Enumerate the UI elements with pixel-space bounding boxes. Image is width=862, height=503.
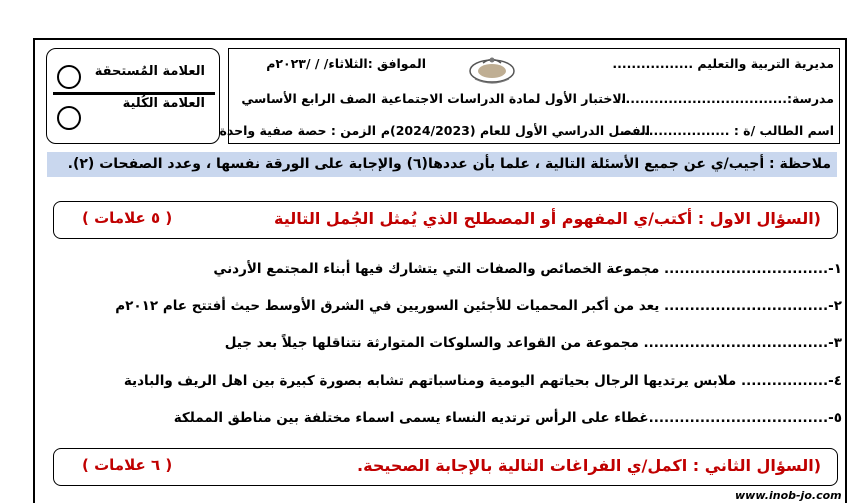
school-field: مدرسة:....................................: [616, 91, 834, 106]
exam-date-field: الموافق :الثلاثاء/ / /٢٠٢٣م: [266, 56, 426, 71]
question2-title: (السؤال الثاني : اكمل/ي الفراغات التالية بالإجابة الصحيحة.: [357, 456, 821, 475]
exam-title: الاختبار الأول لمادة الدراسات الاجتماعية: [380, 91, 626, 106]
earned-score-circle: [57, 65, 81, 89]
total-score-circle: [57, 106, 81, 130]
directorate-field: مديرية التربية والتعليم .................: [612, 56, 834, 71]
question1-marks: ( ٥ علامات ): [82, 209, 173, 227]
question1-item-2: ٢-................................ يعد من أكبر المحميات للأجئين السوريين في الشرق الأوسط حيث أفتتح عام ٢٠١٢م: [115, 298, 842, 314]
question2-header: [53, 448, 838, 486]
question1-item-3: ٣-.................................... مجموعة من القواعد والسلوكات المتوارثة نتناقلها جيلاً بعد جيل: [224, 335, 842, 351]
score-box: [46, 48, 220, 144]
semester-label: الفصل الدراسي الأول للعام (2024/2023)م: [380, 123, 650, 138]
total-score-label: العلامة الكُلية: [122, 96, 205, 111]
earned-score-label: العلامة المُستحقة: [94, 64, 205, 79]
question1-item-1: ١-................................ مجموعة الخصائص والصفات التي يتشارك فيها أبناء المجتمع الأردني: [213, 261, 842, 277]
ministry-logo-icon: [463, 55, 521, 85]
student-name-field: اسم الطالب /ة : .......................: [620, 123, 834, 138]
question2-marks: ( ٦ علامات ): [82, 456, 173, 474]
time-label: الزمن : حصة صفية واحدة: [219, 123, 376, 138]
question1-header: [53, 201, 838, 239]
question1-item-4: ٤-................. ملابس يرتديها الرجال بحياتهم اليومية ومناسباتهم تشابه بصورة كبيرة بين اهل الريف والبادية: [123, 373, 842, 389]
website-watermark: www.inob-jo.com: [735, 489, 842, 502]
score-divider: [53, 92, 215, 95]
question1-title: (السؤال الاول : أكتب/ي المفهوم أو المصطلح الذي يُمثل الجُمل التالية: [274, 209, 821, 228]
question1-item-5: ٥-...................................غطاء على الرأس ترتديه النساء يسمى اسماء مختلفة بين مناطق المملكة: [173, 410, 842, 426]
grade-label: الصف الرابع الأساسي: [241, 91, 376, 106]
instructions-note: ملاحظة : أجيب/ي عن جميع الأسئلة التالية ، علما بأن عددها(٦) والإجابة على الورقة نفسها ، وعدد الصفحات (٢).: [47, 152, 837, 177]
